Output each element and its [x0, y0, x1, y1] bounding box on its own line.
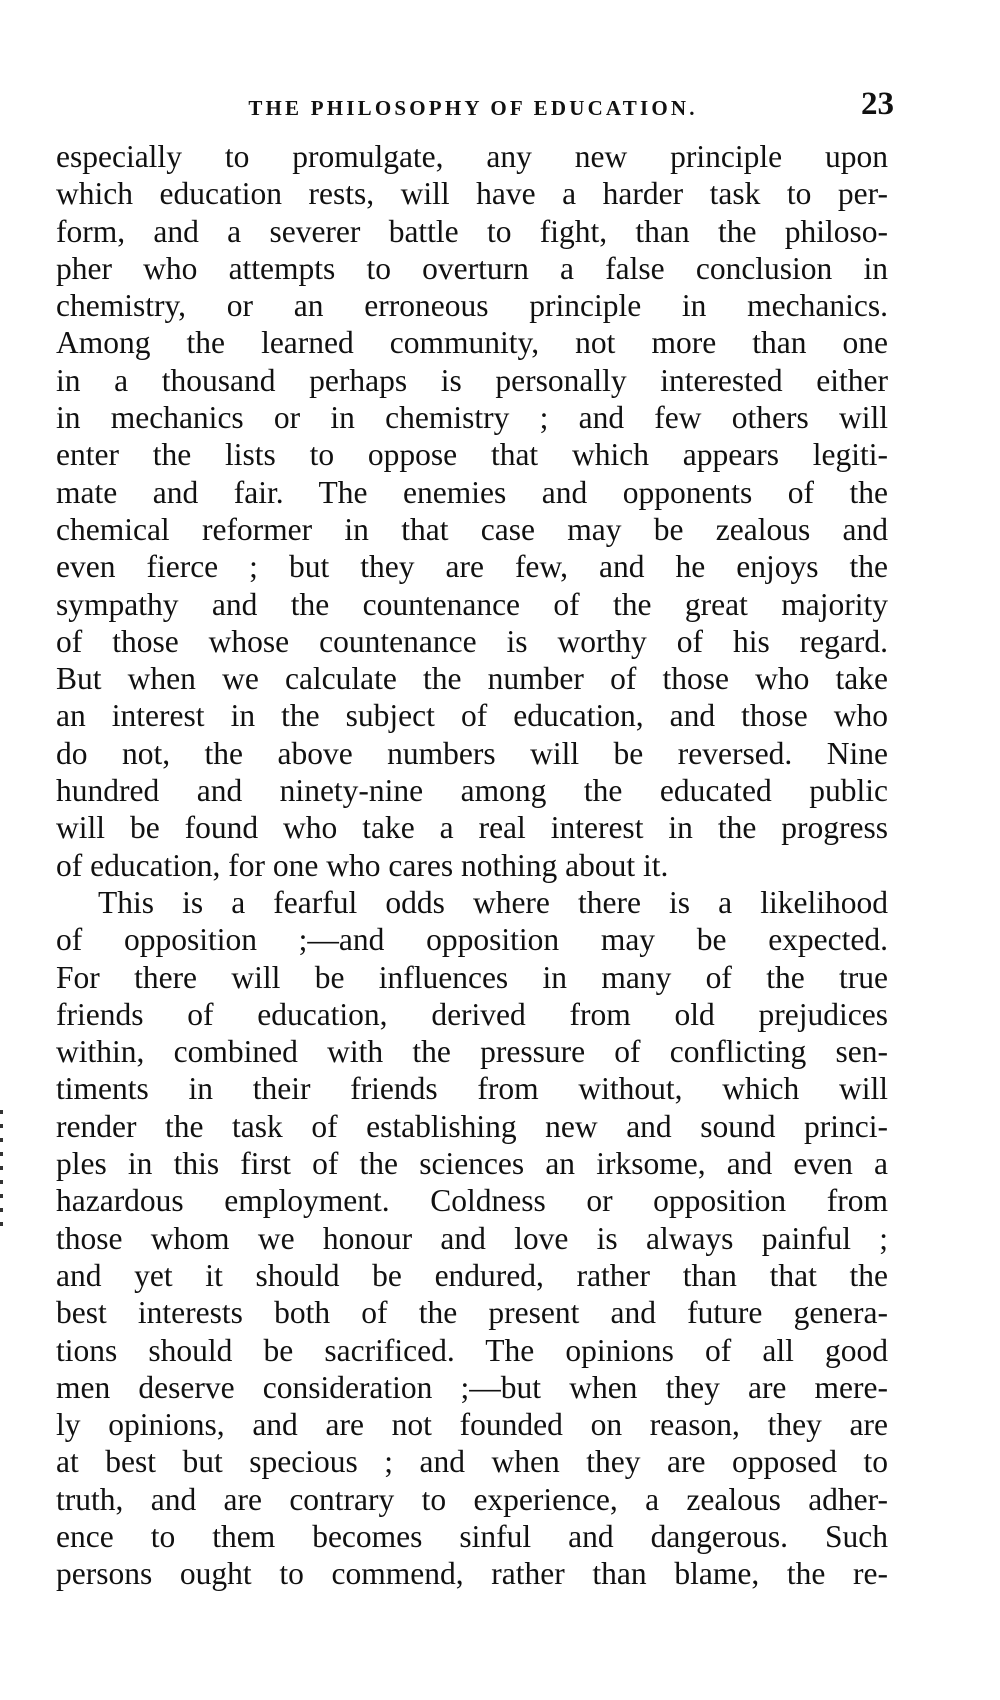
paragraph-1 [56, 138, 888, 884]
text-line: Among the learned community, not more than one [56, 325, 888, 361]
text-line: best interests both of the present and future genera- [56, 1295, 888, 1331]
text-line: enter the lists to oppose that which appears legiti- [56, 437, 888, 473]
text-line: and yet it should be endured, rather than that the [56, 1257, 888, 1293]
text-line: sympathy and the countenance of the great majority [56, 586, 888, 622]
text-line: friends of education, derived from old prejudices [56, 996, 888, 1032]
body-text [56, 138, 888, 1593]
text-line: at best but specious ; and when they are opposed to [56, 1444, 888, 1480]
text-line: those whom we honour and love is always painful ; [56, 1220, 888, 1256]
text-line: timents in their friends from without, which will [56, 1071, 888, 1107]
text-line: ly opinions, and are not founded on reason, they are [56, 1407, 888, 1443]
text-line: do not, the above numbers will be reversed. Nine [56, 735, 888, 771]
paragraph-2 [56, 884, 888, 1593]
text-line: persons ought to commend, rather than blame, the re- [56, 1556, 888, 1592]
text-line: will be found who take a real interest in the progress [56, 810, 888, 846]
text-line: pher who attempts to overturn a false conclusion in [56, 250, 888, 286]
text-line: of opposition ;—and opposition may be expected. [56, 922, 888, 958]
text-line: ence to them becomes sinful and dangerous. Such [56, 1518, 888, 1554]
text-line: chemistry, or an erroneous principle in mechanics. [56, 288, 888, 324]
text-line: For there will be influences in many of the true [56, 959, 888, 995]
text-line: hundred and ninety-nine among the educated public [56, 773, 888, 809]
text-line: hazardous employment. Coldness or opposition from [56, 1183, 888, 1219]
text-line: chemical reformer in that case may be zealous and [56, 511, 888, 547]
text-line: render the task of establishing new and sound princi- [56, 1108, 888, 1144]
running-title: THE PHILOSOPHY OF EDUCATION. [248, 96, 698, 120]
page-number: 23 [861, 86, 894, 122]
text-line: within, combined with the pressure of conflicting sen- [56, 1034, 888, 1070]
text-line: especially to promulgate, any new principle upon [56, 139, 888, 174]
text-line: men deserve consideration ;—but when they are mere- [56, 1369, 888, 1405]
text-line: tions should be sacrificed. The opinions of all good [56, 1332, 888, 1368]
text-line: of those whose countenance is worthy of his regard. [56, 623, 888, 659]
text-line: in a thousand perhaps is personally interested either [56, 362, 888, 398]
text-line: an interest in the subject of education, and those who [56, 698, 888, 734]
text-line: in mechanics or in chemistry ; and few others will [56, 400, 888, 436]
text-line: which education rests, will have a harder task to per- [56, 176, 888, 212]
text-line: form, and a severer battle to fight, than the philoso- [56, 213, 888, 249]
text-line: truth, and are contrary to experience, a zealous adher- [56, 1481, 888, 1517]
text-line: of education, for one who cares nothing about it. [56, 847, 669, 883]
text-line: But when we calculate the number of those who take [56, 661, 888, 697]
text-line: mate and fair. The enemies and opponents of the [56, 474, 888, 510]
text-line: even fierce ; but they are few, and he enjoys the [56, 549, 888, 585]
running-head [52, 82, 894, 122]
binding-margin-mark [0, 1110, 3, 1230]
text-line: This is a fearful odds where there is a likelihood [98, 884, 888, 920]
text-line: ples in this first of the sciences an irksome, and even a [56, 1146, 888, 1182]
